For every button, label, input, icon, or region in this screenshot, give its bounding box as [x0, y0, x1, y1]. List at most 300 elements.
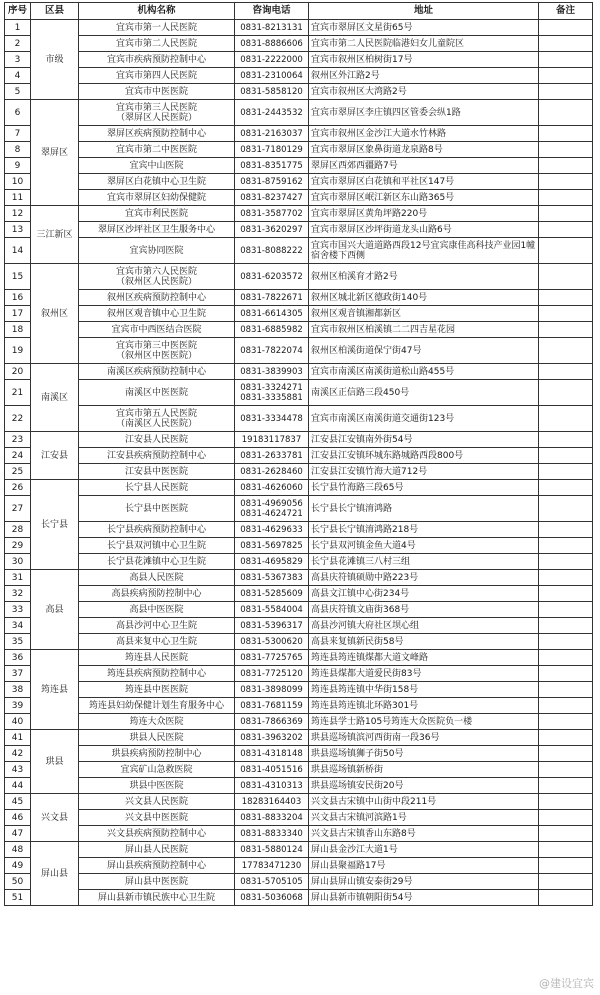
address-cell: 江安县江安镇南外街54号 — [309, 432, 539, 448]
phone-number: 0831-4051516 — [240, 764, 303, 775]
table-row — [5, 100, 593, 126]
institution-name-line: 宜宾市第三中医医院 — [115, 340, 197, 351]
phone-cell — [235, 126, 309, 142]
phone-cell — [235, 52, 309, 68]
note-cell — [539, 538, 593, 554]
institution-name — [79, 496, 235, 522]
phone-number: 17783471230 — [241, 860, 302, 871]
phone-cell — [235, 538, 309, 554]
phone-number: 0831-7822074 — [240, 345, 303, 356]
address-cell: 宜宾市叙州区柏树街17号 — [309, 52, 539, 68]
institution-name-line: 翠屏区白花镇中心卫生院 — [106, 176, 206, 187]
address-cell: 宜宾市翠屏区李庄镇四区管委会纵1路 — [309, 100, 539, 126]
table-row — [5, 842, 593, 858]
address-cell: 叙州区柏溪街道保宁街47号 — [309, 338, 539, 364]
institution-name-line: 屏山县中医医院 — [124, 876, 188, 887]
institution-name — [79, 522, 235, 538]
row-number: 46 — [5, 810, 31, 826]
phone-cell — [235, 746, 309, 762]
address-cell: 高县来复镇新民街58号 — [309, 634, 539, 650]
note-cell — [539, 826, 593, 842]
note-cell — [539, 714, 593, 730]
phone-cell — [235, 264, 309, 290]
note-cell — [539, 322, 593, 338]
phone-cell — [235, 762, 309, 778]
phone-number: 0831-5285609 — [240, 588, 303, 599]
district-cell: 高县 — [31, 570, 79, 650]
table-row — [5, 730, 593, 746]
phone-cell — [235, 222, 309, 238]
institution-name — [79, 174, 235, 190]
phone-number: 0831-3334478 — [240, 413, 303, 424]
phone-number: 0831-5858120 — [240, 86, 303, 97]
institution-name — [79, 158, 235, 174]
phone-cell — [235, 810, 309, 826]
table-row — [5, 380, 593, 406]
phone-number: 0831-5705105 — [240, 876, 303, 887]
institution-name-line: 宜宾协同医院 — [129, 245, 184, 256]
header-no: 序号 — [5, 3, 31, 20]
note-cell — [539, 290, 593, 306]
institution-name-line: 珙县人民医院 — [129, 732, 184, 743]
table-row — [5, 570, 593, 586]
institution-name — [79, 618, 235, 634]
address-cell: 宜宾市国兴大道道路西段12号宜宾康佳高科技产业园1幢宿舍楼下西侧 — [309, 238, 539, 264]
address-cell: 宜宾市叙州区金沙江大道水竹林路 — [309, 126, 539, 142]
district-cell: 翠屏区 — [31, 100, 79, 206]
institution-name-line: 宜宾市第四人民医院 — [115, 70, 197, 81]
institution-name — [79, 126, 235, 142]
address-cell: 长宁县长宁镇淯鸿路 — [309, 496, 539, 522]
phone-number: 19183117837 — [241, 434, 302, 445]
phone-cell — [235, 464, 309, 480]
institution-name-line: 屏山县疾病预防控制中心 — [106, 860, 206, 871]
address-cell: 宜宾市翠屏区文星街65号 — [309, 20, 539, 36]
address-cell: 珙县巡场镇安民街20号 — [309, 778, 539, 794]
institution-name-line: 江安县疾病预防控制中心 — [106, 450, 206, 461]
note-cell — [539, 746, 593, 762]
phone-number: 0831-2633781 — [240, 450, 303, 461]
row-number: 36 — [5, 650, 31, 666]
note-cell — [539, 698, 593, 714]
address-cell: 珙县巡场镇新桥街 — [309, 762, 539, 778]
phone-number: 0831-8088222 — [240, 245, 303, 256]
phone-cell — [235, 842, 309, 858]
row-number: 18 — [5, 322, 31, 338]
note-cell — [539, 730, 593, 746]
phone-number: 0831-2628460 — [240, 466, 303, 477]
row-number: 39 — [5, 698, 31, 714]
district-cell: 三江新区 — [31, 206, 79, 264]
table-row — [5, 746, 593, 762]
institution-name-line: 珙县中医医院 — [129, 780, 184, 791]
note-cell — [539, 36, 593, 52]
institution-name — [79, 714, 235, 730]
phone-cell — [235, 20, 309, 36]
institution-name — [79, 810, 235, 826]
district-cell: 长宁县 — [31, 480, 79, 570]
institution-name — [79, 264, 235, 290]
phone-cell — [235, 682, 309, 698]
note-cell — [539, 84, 593, 100]
row-number: 5 — [5, 84, 31, 100]
address-cell: 长宁县竹海路三段65号 — [309, 480, 539, 496]
institution-name-line: 筠连县妇幼保健计划生育服务中心 — [88, 700, 224, 711]
institution-name — [79, 746, 235, 762]
address-cell: 高县庆符镇硕勋中路223号 — [309, 570, 539, 586]
phone-number: 0831-4624721 — [240, 508, 303, 519]
district-cell: 屏山县 — [31, 842, 79, 906]
institution-name — [79, 306, 235, 322]
row-number: 25 — [5, 464, 31, 480]
address-cell: 宜宾市南溪区南溪街道交通街123号 — [309, 406, 539, 432]
phone-number: 0831-7725120 — [240, 668, 303, 679]
note-cell — [539, 464, 593, 480]
address-cell: 长宁县双河镇金鱼大道4号 — [309, 538, 539, 554]
phone-number: 0831-6203572 — [240, 271, 303, 282]
table-row — [5, 406, 593, 432]
table-row — [5, 238, 593, 264]
institution-name — [79, 698, 235, 714]
note-cell — [539, 778, 593, 794]
phone-number: 0831-8759162 — [240, 176, 303, 187]
phone-cell — [235, 100, 309, 126]
testing-institutions-table — [4, 2, 593, 906]
institution-name-line: 宜宾市翠屏区妇幼保健院 — [106, 192, 206, 203]
header-address: 地址 — [309, 3, 539, 20]
institution-name — [79, 190, 235, 206]
institution-name — [79, 842, 235, 858]
institution-name-line: 南溪区中医医院 — [124, 387, 188, 398]
address-cell: 宜宾市叙州区大湾路2号 — [309, 84, 539, 100]
note-cell — [539, 52, 593, 68]
note-cell — [539, 264, 593, 290]
phone-number: 0831-2310064 — [240, 70, 303, 81]
row-number: 2 — [5, 36, 31, 52]
address-cell: 屏山县聚福路17号 — [309, 858, 539, 874]
phone-cell — [235, 778, 309, 794]
note-cell — [539, 890, 593, 906]
phone-number: 0831-8833204 — [240, 812, 303, 823]
phone-number: 0831-4695829 — [240, 556, 303, 567]
address-cell: 兴文县古宋镇香山东路8号 — [309, 826, 539, 842]
table-row — [5, 158, 593, 174]
address-cell: 宜宾市翠屏区黄角坪路220号 — [309, 206, 539, 222]
address-cell: 宜宾市翠屏区岷江新区东山路365号 — [309, 190, 539, 206]
table-row — [5, 858, 593, 874]
institution-name-line: 高县来复中心卫生院 — [115, 636, 197, 647]
table-row — [5, 52, 593, 68]
institution-name-line: 宜宾市第五人民医院 — [115, 408, 197, 419]
note-cell — [539, 682, 593, 698]
institution-name-line: 筠连大众医院 — [129, 716, 184, 727]
phone-cell — [235, 322, 309, 338]
phone-cell — [235, 650, 309, 666]
address-cell: 筠连县筠连镇煤都大道文峰路 — [309, 650, 539, 666]
note-cell — [539, 586, 593, 602]
institution-name — [79, 778, 235, 794]
row-number: 1 — [5, 20, 31, 36]
phone-cell — [235, 432, 309, 448]
institution-name-line: 江安县中医医院 — [124, 466, 188, 477]
note-cell — [539, 380, 593, 406]
table-row — [5, 364, 593, 380]
institution-name — [79, 290, 235, 306]
note-cell — [539, 174, 593, 190]
institution-name — [79, 20, 235, 36]
institution-name — [79, 682, 235, 698]
institution-name-line: 叙州区疾病预防控制中心 — [106, 292, 206, 303]
row-number: 16 — [5, 290, 31, 306]
table-row — [5, 126, 593, 142]
table-row — [5, 538, 593, 554]
header-phone: 咨询电话 — [235, 3, 309, 20]
institution-name-line: 翠屏区沙坪社区卫生服务中心 — [97, 224, 215, 235]
address-cell: 宜宾市翠屏区沙坪街道龙头山路6号 — [309, 222, 539, 238]
institution-name — [79, 762, 235, 778]
table-row — [5, 650, 593, 666]
note-cell — [539, 100, 593, 126]
row-number: 8 — [5, 142, 31, 158]
note-cell — [539, 364, 593, 380]
row-number: 9 — [5, 158, 31, 174]
phone-cell — [235, 730, 309, 746]
row-number: 51 — [5, 890, 31, 906]
address-cell: 宜宾市翠屏区象鼻街道龙泉路8号 — [309, 142, 539, 158]
row-number: 15 — [5, 264, 31, 290]
row-number: 26 — [5, 480, 31, 496]
institution-name-line: 宜宾市中医医院 — [124, 86, 188, 97]
note-cell — [539, 810, 593, 826]
address-cell: 筠连县煤都大道爱民街83号 — [309, 666, 539, 682]
phone-cell — [235, 586, 309, 602]
table-row — [5, 682, 593, 698]
phone-cell — [235, 364, 309, 380]
phone-number: 0831-5697825 — [240, 540, 303, 551]
table-row — [5, 448, 593, 464]
row-number: 48 — [5, 842, 31, 858]
table-row — [5, 290, 593, 306]
note-cell — [539, 68, 593, 84]
row-number: 22 — [5, 406, 31, 432]
row-number: 33 — [5, 602, 31, 618]
row-number: 24 — [5, 448, 31, 464]
phone-number: 0831-8351775 — [240, 160, 303, 171]
phone-number: 0831-3335881 — [240, 392, 303, 403]
note-cell — [539, 222, 593, 238]
address-cell: 高县文江镇中心街234号 — [309, 586, 539, 602]
row-number: 7 — [5, 126, 31, 142]
row-number: 13 — [5, 222, 31, 238]
table-row — [5, 20, 593, 36]
table-row — [5, 432, 593, 448]
table-row — [5, 464, 593, 480]
institution-name-line: 高县人民医院 — [129, 572, 184, 583]
table-row — [5, 618, 593, 634]
phone-number: 0831-8213131 — [240, 22, 303, 33]
row-number: 27 — [5, 496, 31, 522]
table-row — [5, 522, 593, 538]
institution-name-line: （南溪区人民医院） — [115, 418, 197, 429]
institution-name — [79, 858, 235, 874]
phone-number: 0831-7866369 — [240, 716, 303, 727]
note-cell — [539, 158, 593, 174]
address-cell: 叙州区观音镇湘都新区 — [309, 306, 539, 322]
address-cell: 江安县江安镇竹海大道712号 — [309, 464, 539, 480]
institution-name-line: 长宁县疾病预防控制中心 — [106, 524, 206, 535]
note-cell — [539, 602, 593, 618]
row-number: 4 — [5, 68, 31, 84]
address-cell: 宜宾市翠屏区白花镇和平社区147号 — [309, 174, 539, 190]
table-row — [5, 306, 593, 322]
note-cell — [539, 762, 593, 778]
note-cell — [539, 20, 593, 36]
table-row — [5, 634, 593, 650]
institution-name — [79, 68, 235, 84]
institution-name-line: 兴文县中医医院 — [124, 812, 188, 823]
phone-cell — [235, 142, 309, 158]
phone-cell — [235, 714, 309, 730]
institution-name-line: 宜宾市利民医院 — [124, 208, 188, 219]
institution-name — [79, 142, 235, 158]
institution-name — [79, 730, 235, 746]
phone-cell — [235, 554, 309, 570]
institution-name — [79, 538, 235, 554]
address-cell: 叙州区柏溪育才路2号 — [309, 264, 539, 290]
phone-cell — [235, 602, 309, 618]
district-cell: 市级 — [31, 20, 79, 100]
row-number: 38 — [5, 682, 31, 698]
table-row — [5, 338, 593, 364]
institution-name-line: 宜宾市第二人民医院 — [115, 38, 197, 49]
phone-number: 0831-2163037 — [240, 128, 303, 139]
row-number: 29 — [5, 538, 31, 554]
table-row — [5, 496, 593, 522]
institution-name — [79, 36, 235, 52]
phone-number: 0831-3587702 — [240, 208, 303, 219]
address-cell: 宜宾市第二人民医院临港妇女儿童院区 — [309, 36, 539, 52]
phone-cell — [235, 306, 309, 322]
phone-number: 0831-4969056 — [240, 498, 303, 509]
phone-number: 0831-3963202 — [240, 732, 303, 743]
phone-number: 0831-8886606 — [240, 38, 303, 49]
address-cell: 叙州区外江路2号 — [309, 68, 539, 84]
institution-name-line: 兴文县人民医院 — [124, 796, 188, 807]
phone-number: 0831-4318148 — [240, 748, 303, 759]
phone-cell — [235, 84, 309, 100]
institution-name-line: （叙州区人民医院） — [115, 276, 197, 287]
institution-name — [79, 338, 235, 364]
phone-cell — [235, 406, 309, 432]
phone-number: 0831-4626060 — [240, 482, 303, 493]
row-number: 40 — [5, 714, 31, 730]
institution-name — [79, 238, 235, 264]
institution-name-line: 筠连县疾病预防控制中心 — [106, 668, 206, 679]
table-row — [5, 142, 593, 158]
note-cell — [539, 570, 593, 586]
institution-name — [79, 464, 235, 480]
table-header-row — [5, 3, 593, 20]
address-cell: 南溪区正信路三段450号 — [309, 380, 539, 406]
address-cell: 屏山县新市镇朝阳街54号 — [309, 890, 539, 906]
institution-name-line: 兴文县疾病预防控制中心 — [106, 828, 206, 839]
institution-name-line: 宜宾矿山急救医院 — [120, 764, 193, 775]
phone-cell — [235, 380, 309, 406]
address-cell: 兴文县古宋镇中山街中段211号 — [309, 794, 539, 810]
note-cell — [539, 634, 593, 650]
row-number: 21 — [5, 380, 31, 406]
note-cell — [539, 406, 593, 432]
phone-number: 0831-5300620 — [240, 636, 303, 647]
institution-name-line: 宜宾市第一人民医院 — [115, 22, 197, 33]
note-cell — [539, 338, 593, 364]
institution-name — [79, 826, 235, 842]
phone-number: 0831-3620297 — [240, 224, 303, 235]
table-row — [5, 554, 593, 570]
note-cell — [539, 842, 593, 858]
address-cell: 高县沙河镇大府社区坝心组 — [309, 618, 539, 634]
phone-number: 0831-5036068 — [240, 892, 303, 903]
note-cell — [539, 190, 593, 206]
row-number: 3 — [5, 52, 31, 68]
institution-name — [79, 794, 235, 810]
institution-name — [79, 406, 235, 432]
table-row — [5, 190, 593, 206]
row-number: 32 — [5, 586, 31, 602]
phone-cell — [235, 174, 309, 190]
institution-name-line: 长宁县人民医院 — [124, 482, 188, 493]
phone-number: 0831-5584004 — [240, 604, 303, 615]
institution-name-line: 长宁县中医医院 — [124, 503, 188, 514]
institution-name-line: 南溪区疾病预防控制中心 — [106, 366, 206, 377]
address-cell: 叙州区城北新区德政街140号 — [309, 290, 539, 306]
institution-name-line: 筠连县中医医院 — [124, 684, 188, 695]
note-cell — [539, 206, 593, 222]
institution-name — [79, 100, 235, 126]
note-cell — [539, 496, 593, 522]
phone-number: 0831-7822671 — [240, 292, 303, 303]
table-row — [5, 826, 593, 842]
district-cell: 筠连县 — [31, 650, 79, 730]
phone-cell — [235, 238, 309, 264]
phone-number: 0831-3839903 — [240, 366, 303, 377]
table-row — [5, 778, 593, 794]
address-cell: 筠连县学士路105号筠连大众医院负一楼 — [309, 714, 539, 730]
table-row — [5, 84, 593, 100]
table-row — [5, 264, 593, 290]
institution-name — [79, 322, 235, 338]
institution-name — [79, 602, 235, 618]
institution-name-line: （翠屏区人民医院） — [115, 112, 197, 123]
table-row — [5, 602, 593, 618]
row-number: 49 — [5, 858, 31, 874]
note-cell — [539, 142, 593, 158]
table-row — [5, 762, 593, 778]
address-cell: 长宁县花滩镇三八村三组 — [309, 554, 539, 570]
row-number: 42 — [5, 746, 31, 762]
row-number: 44 — [5, 778, 31, 794]
phone-cell — [235, 858, 309, 874]
address-cell: 宜宾市南溪区南溪街道松山路455号 — [309, 364, 539, 380]
address-cell: 珙县巡场镇狮子街50号 — [309, 746, 539, 762]
institution-name-line: （叙州区中医医院） — [115, 350, 197, 361]
phone-cell — [235, 794, 309, 810]
address-cell: 江安县江安镇环城东路城路西段800号 — [309, 448, 539, 464]
address-cell: 翠屏区西郊西疆路7号 — [309, 158, 539, 174]
table-row — [5, 666, 593, 682]
phone-number: 0831-7681159 — [240, 700, 303, 711]
institution-name-line: 宜宾中山医院 — [129, 160, 184, 171]
